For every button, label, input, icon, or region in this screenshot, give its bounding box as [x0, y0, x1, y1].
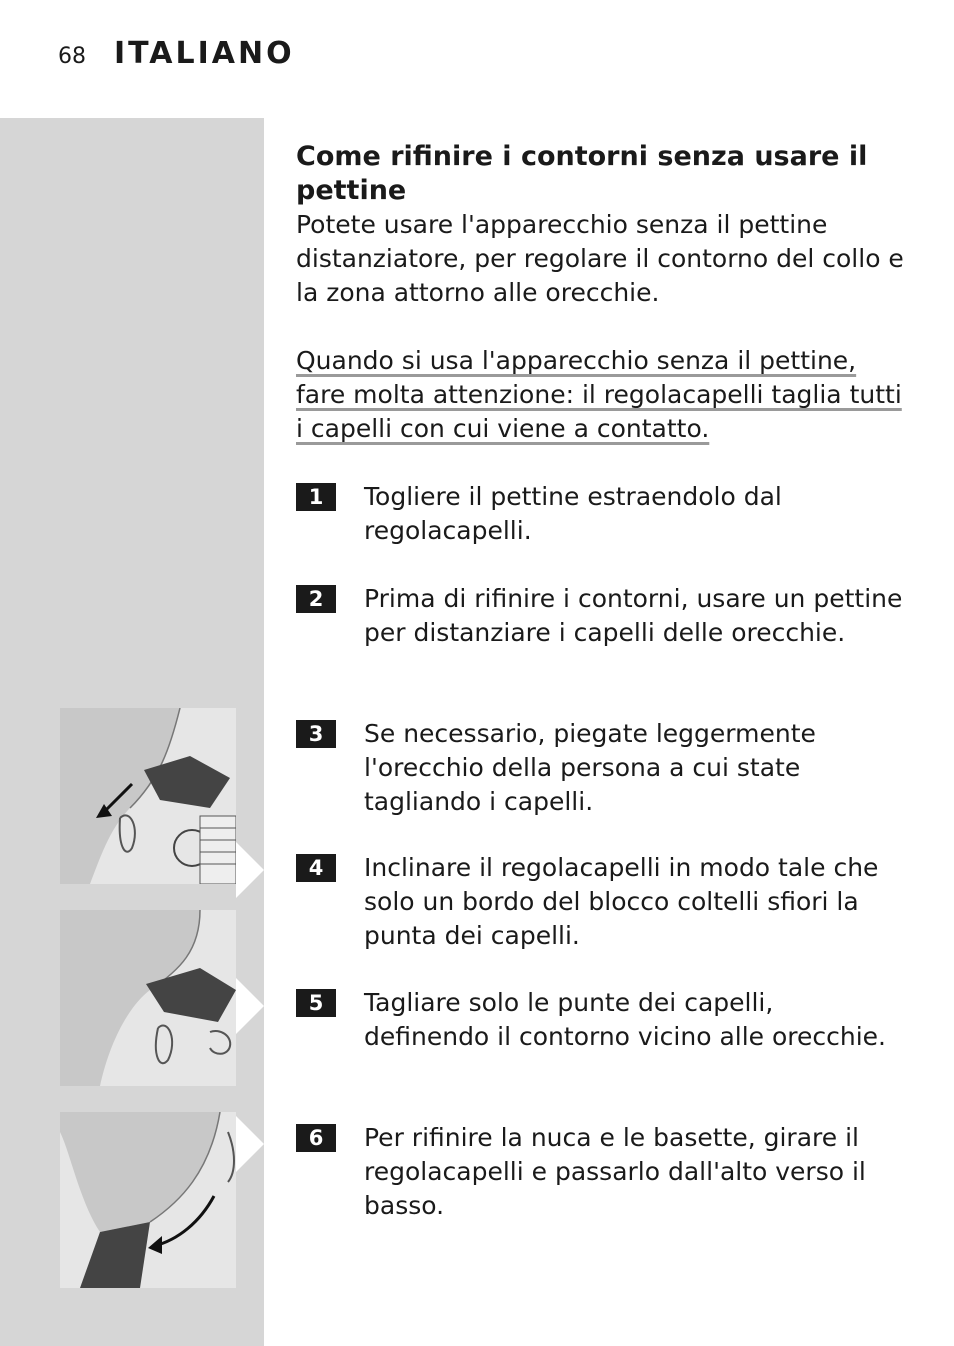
step-number: 5 — [296, 989, 336, 1017]
step-6 — [296, 1121, 906, 1223]
intro-paragraph: Potete usare l'apparecchio senza il pettine distanziatore, per regolare il contorno del collo e la zona attorno alle orecchie. — [296, 210, 904, 307]
step-number: 6 — [296, 1124, 336, 1152]
illustration-ear-trim-with-comb — [60, 708, 236, 884]
page-header — [58, 36, 295, 71]
step-1 — [296, 480, 906, 548]
warning-paragraph — [296, 344, 906, 446]
step-3 — [296, 717, 906, 819]
warning-text: Quando si usa l'apparecchio senza il pettine, fare molta attenzione: il regolacapelli taglia tutti i capelli con cui viene a contatto. — [296, 346, 902, 443]
illustration-pointer — [236, 1116, 264, 1172]
step-2 — [296, 582, 906, 650]
step-number: 3 — [296, 720, 336, 748]
step-text: Se necessario, piegate leggermente l'orecchio della persona a cui state tagliando i capelli. — [364, 719, 816, 816]
illustration-pointer — [236, 978, 264, 1034]
step-number: 1 — [296, 483, 336, 511]
step-4 — [296, 851, 906, 953]
step-number: 2 — [296, 585, 336, 613]
step-number: 4 — [296, 854, 336, 882]
step-text: Prima di rifinire i contorni, usare un pettine per distanziare i capelli delle orecchie. — [364, 584, 903, 647]
step-text: Inclinare il regolacapelli in modo tale che solo un bordo del blocco coltelli sfiori la punta dei capelli. — [364, 853, 879, 950]
illustration-pointer — [236, 842, 264, 898]
step-5 — [296, 986, 906, 1054]
step-text: Per rifinire la nuca e le basette, girare il regolacapelli e passarlo dall'alto verso il basso. — [364, 1123, 866, 1220]
page-number: 68 — [58, 44, 86, 69]
main-content — [296, 140, 906, 1220]
step-text: Togliere il pettine estraendolo dal regolacapelli. — [364, 482, 782, 545]
illustration-nape-trim — [60, 1112, 236, 1288]
illustration-trimmer-near-ear — [60, 910, 236, 1086]
step-text: Tagliare solo le punte dei capelli, definendo il contorno vicino alle orecchie. — [364, 988, 886, 1051]
section-title: ITALIANO — [114, 36, 295, 71]
section-heading: Come rifinire i contorni senza usare il pettine — [296, 141, 868, 206]
